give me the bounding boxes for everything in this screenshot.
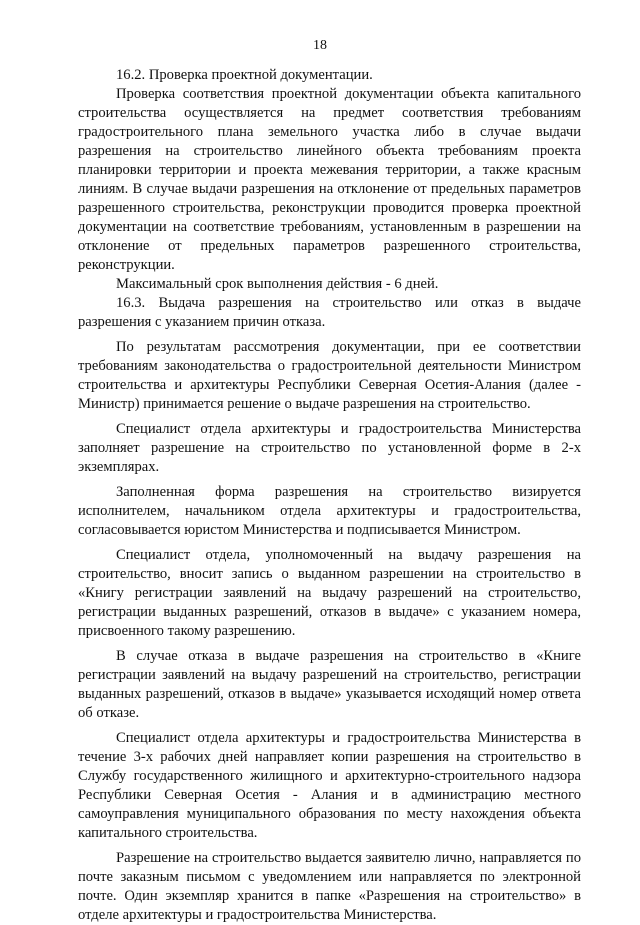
paragraph-decision: По результатам рассмотрения документации, при ее соответствии требованиям законодательства о градостроительной деятельности Министром строительства и архитектуры Республики Северная Осетия-Алания (далее - Министр) принимается решение о выдаче разрешения на строительство. xyxy=(78,339,581,412)
paragraph-design-check: Проверка соответствия проектной документации объекта капитального строительства осуществляется на предмет соответствия требованиям градостроительного плана земельного участка либо в случае выдачи разрешения на строительство линейного объекта требованиям проекта планировки территории и проекта межевания территории, а также красным линиям. В случае выдачи разрешения на отклонение от предельных параметров разрешенного строительства, реконструкции проводится проверка проектной документации на соответствие требованиям, установленным в разрешении на отклонение от предельных параметров разрешенного строительства, реконструкции. xyxy=(78,86,581,273)
paragraph-approval: Заполненная форма разрешения на строительство визируется исполнителем, начальником отдела архитектуры и градостроительства, согласовывается юристом Министерства и подписывается Министром. xyxy=(78,484,581,538)
paragraph-max-term: Максимальный срок выполнения действия - 6 дней. xyxy=(116,276,439,292)
paragraph-copies: Специалист отдела архитектуры и градостроительства Министерства в течение 3-х рабочих дней направляет копии разрешения на строительство в Службу государственного жилищного и архитектурно-строительного надзора Республики Северная Осетия - Алания и в администрацию местного самоуправления муниципального образования по месту нахождения объекта капитального строительства. xyxy=(78,730,581,841)
section-heading-16-3: 16.3. Выдача разрешения на строительство или отказ в выдаче разрешения с указанием причин отказа. xyxy=(78,295,581,330)
page-number: 18 xyxy=(313,38,327,53)
document-body xyxy=(78,66,581,925)
paragraph-issuance: Разрешение на строительство выдается заявителю лично, направляется по почте заказным письмом с уведомлением или направляется по электронной почте. Один экземпляр хранится в папке «Разрешения на строительство» в отделе архитектуры и градостроительства Министерства. xyxy=(78,850,581,923)
paragraph-registry-entry: Специалист отдела, уполномоченный на выдачу разрешения на строительство, вносит запись о выданном разрешении на строительство в «Книгу регистрации заявлений на выдачу разрешений на строительство, регистрации выданных разрешений, отказов в выдаче» с указанием номера, присвоенного такому разрешению. xyxy=(78,547,581,639)
paragraph-refusal: В случае отказа в выдаче разрешения на строительство в «Книге регистрации заявлений на выдачу разрешений на строительство, регистрации выданных разрешений, отказов в выдаче» указывается исходящий номер ответа об отказе. xyxy=(78,648,581,721)
section-heading-16-2: 16.2. Проверка проектной документации. xyxy=(116,67,373,83)
paragraph-fill-permit: Специалист отдела архитектуры и градостроительства Министерства заполняет разрешение на строительство по установленной форме в 2-х экземплярах. xyxy=(78,421,581,475)
